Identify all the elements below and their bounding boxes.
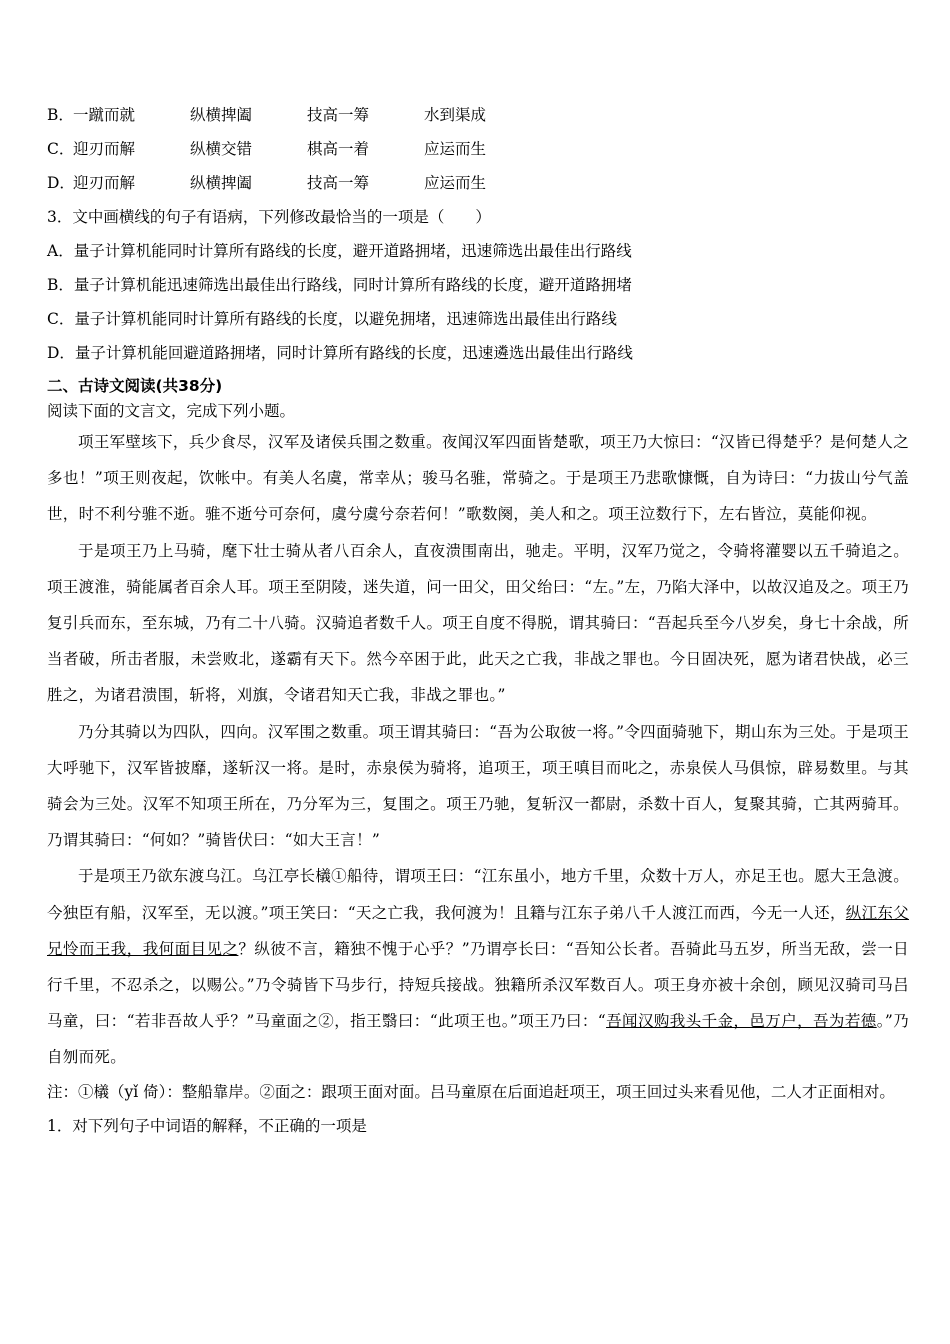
document-page <box>47 98 909 1144</box>
question-stem: 3．文中画横线的句子有语病，下列修改最恰当的一项是（ ） <box>47 208 491 226</box>
question-3 <box>47 200 909 370</box>
option-row-c <box>47 132 909 166</box>
passage-paragraph-3: 乃分其骑以为四队，四向。汉军围之数重。项王谓其骑曰：“吾为公取彼一将。”令四面骑驰下，期山东为三处。于是项王大呼驰下，汉军皆披靡，遂斩汉一将。是时，赤泉侯为骑将，追项王，项王嗔目而叱之，赤泉侯人马俱惊，辟易数里。与其骑会为三处。汉军不知项王所在，乃分军为三，复围之。项王乃驰，复斩汉一都尉，杀数十百人，复聚其骑，亡其两骑耳。乃谓其骑曰：“何如？”骑皆伏曰：“如大王言！” <box>47 722 909 850</box>
option-term: 纵横交错 <box>190 140 253 158</box>
passage-paragraph-1: 项王军壁垓下，兵少食尽，汉军及诸侯兵围之数重。夜闻汉军四面皆楚歌，项王乃大惊曰：“汉皆已得楚乎？是何楚人之多也！”项王则夜起，饮帐中。有美人名虞，常幸从；骏马名骓，常骑之。于是项王乃悲歌慷慨，自为诗曰：“力拔山兮气盖世，时不利兮骓不逝。骓不逝兮可奈何，虞兮虞兮奈若何！”歌数阕，美人和之。项王泣数行下，左右皆泣，莫能仰视。 <box>47 433 909 524</box>
passage-text: 于是项王乃欲东渡乌江。乌江亭长檥①船待，谓项王曰：“江东虽小，地方千里，众数十万人，亦足王也。愿大王急渡。今独臣有船，汉军至，无以渡。”项王笑曰：“天之亡我，我何渡为！且籍与江东子弟八千人渡江而西，今无一人还， <box>47 867 909 922</box>
passage-paragraph-4 <box>47 858 909 1075</box>
option-term: 应运而生 <box>424 174 487 192</box>
option-term: 纵横捭阖 <box>190 174 253 192</box>
passage-text: ？纵彼不言，籍独不愧于心乎？”乃谓亭长曰：“吾知公长者。吾骑此马五岁，所当无敌，尝一日行千里，不忍杀之，以赐公。”乃令骑皆下马步行，持短兵接战。独籍所杀汉军数百人。项王身亦被十余创，顾见汉骑司马吕马童，曰：“若非吾故人乎？”马童面之②，指王翳曰：“此项王也。”项王乃曰：“ <box>47 939 909 1031</box>
underlined-sentence-2: 吾闻汉购我头千金，邑万户，吾为若德 <box>606 1012 877 1031</box>
choice-b: B．量子计算机能迅速筛选出最佳出行路线，同时计算所有路线的长度，避开道路拥堵 <box>47 276 632 294</box>
annotation-note: 注：①檥（yǐ 倚）：整船靠岸。②面之：跟项王面对面。吕马童原在后面追赶项王，项王回过头来看见他，二人才正面相对。 <box>47 1082 895 1101</box>
question-1-stem: 1．对下列句子中词语的解释，不正确的一项是 <box>47 1116 367 1135</box>
section-instructions: 阅读下面的文言文，完成下列小题。 <box>47 402 296 420</box>
option-term: 棋高一着 <box>307 140 370 158</box>
passage-paragraph-2: 于是项王乃上马骑，麾下壮士骑从者八百余人，直夜溃围南出，驰走。平明，汉军乃觉之，令骑将灌婴以五千骑追之。项王渡淮，骑能属者百余人耳。项王至阴陵，迷失道，问一田父，田父绐曰：“左。”左，乃陷大泽中，以故汉追及之。项王乃复引兵而东，至东城，乃有二十八骑。汉骑追者数千人。项王自度不得脱，谓其骑曰：“吾起兵至今八岁矣，身七十余战，所当者破，所击者服，未尝败北，遂霸有天下。然今卒困于此，此天之亡我，非战之罪也。今日固决死，愿为诸君快战，必三胜之，为诸君溃围，斩将，刈旗，令诸君知天亡我，非战之罪也。” <box>47 541 909 705</box>
option-term: 技高一筹 <box>307 174 370 192</box>
choice-d: D．量子计算机能回避道路拥堵，同时计算所有路线的长度，迅速遴选出最佳出行路线 <box>47 344 633 362</box>
option-label: D． <box>47 174 75 192</box>
option-label: B． <box>47 106 74 124</box>
option-term: 技高一筹 <box>307 106 370 124</box>
choice-a: A．量子计算机能同时计算所有路线的长度，避开道路拥堵，迅速筛选出最佳出行路线 <box>47 242 632 260</box>
options-block <box>47 98 909 200</box>
option-term: 纵横捭阖 <box>190 106 253 124</box>
option-term: 水到渠成 <box>424 106 487 124</box>
passage-text: 。”乃自刎而死。 <box>47 1012 909 1067</box>
option-label: C． <box>47 140 75 158</box>
option-term: 一蹴而就 <box>73 106 136 124</box>
option-row-d <box>47 166 909 200</box>
choice-c: C．量子计算机能同时计算所有路线的长度，以避免拥堵，迅速筛选出最佳出行路线 <box>47 310 617 328</box>
option-term: 应运而生 <box>424 140 487 158</box>
option-term: 迎刃而解 <box>73 140 136 158</box>
option-term: 迎刃而解 <box>73 174 136 192</box>
section-title: 二、古诗文阅读(共38分) <box>47 377 223 395</box>
underlined-sentence-1: 纵江东父兄怜而王我，我何面目见之 <box>47 903 910 958</box>
option-row-b <box>47 98 909 132</box>
